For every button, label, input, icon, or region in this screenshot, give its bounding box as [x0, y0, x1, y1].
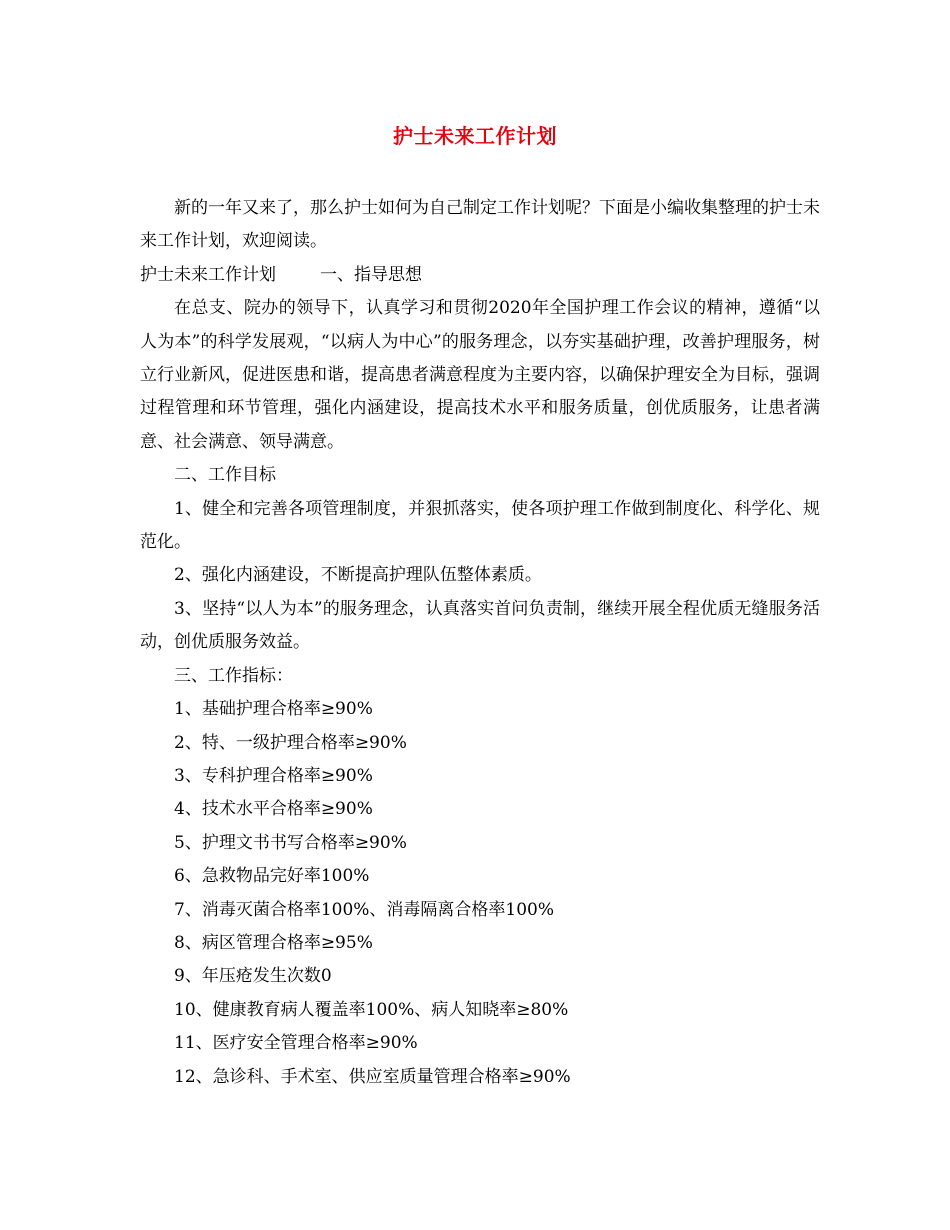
indicator-item: 3、专科护理合格率≥90% — [174, 765, 373, 786]
indicator-item: 2、特、一级护理合格率≥90% — [174, 732, 407, 753]
goal-item: 3、坚持“以人为本”的服务理念，认真落实首问负责制，继续开展全程优质无缝服务活动，创优质服务效益。 — [140, 598, 820, 653]
section3-heading: 三、工作指标： — [174, 665, 293, 686]
subheading-line — [140, 259, 820, 292]
indicator-item: 10、健康教育病人覆盖率100%、病人知晓率≥80% — [174, 999, 569, 1020]
intro-paragraph: 新的一年又来了，那么护士如何为自己制定工作计划呢？下面是小编收集整理的护士未来工作计划，欢迎阅读。 — [140, 198, 820, 252]
indicator-item: 1、基础护理合格率≥90% — [174, 699, 373, 720]
goal-item: 2、强化内涵建设，不断提高护理队伍整体素质。 — [174, 565, 542, 586]
indicator-item: 7、消毒灭菌合格率100%、消毒隔离合格率100% — [174, 899, 555, 920]
indicator-item: 4、技术水平合格率≥90% — [174, 799, 373, 820]
indicator-item: 5、护理文书书写合格率≥90% — [174, 832, 407, 853]
indicator-item: 9、年压疮发生次数0 — [174, 966, 332, 987]
indicator-item: 12、急诊科、手术室、供应室质量管理合格率≥90% — [174, 1066, 571, 1087]
goal-item: 1、健全和完善各项管理制度，并狠抓落实，使各项护理工作做到制度化、科学化、规范化。 — [140, 498, 820, 553]
indicator-item: 6、急救物品完好率100% — [174, 866, 370, 887]
section1-paragraph: 在总支、院办的领导下，认真学习和贯彻2020年全国护理工作会议的精神，遵循“以人为本”的科学发展观，“以病人为中心”的服务理念，以夯实基础护理，改善护理服务，树立行业新风，促进医患和谐，提高患者满意程度为主要内容，以确保护理安全为目标，强调过程管理和环节管理，强化内涵建设，提高技术水平和服务质量，创优质服务，让患者满意、社会满意、领导满意。 — [140, 298, 820, 452]
document-title: 护士未来工作计划 — [393, 124, 557, 148]
section1-heading: 一、指导思想 — [320, 264, 422, 285]
subheading-prefix: 护士未来工作计划 — [140, 264, 276, 285]
indicator-item: 8、病区管理合格率≥95% — [174, 932, 373, 953]
indicator-item: 11、医疗安全管理合格率≥90% — [174, 1033, 418, 1054]
section2-heading: 二、工作目标 — [174, 465, 276, 486]
document-body — [140, 192, 820, 1094]
